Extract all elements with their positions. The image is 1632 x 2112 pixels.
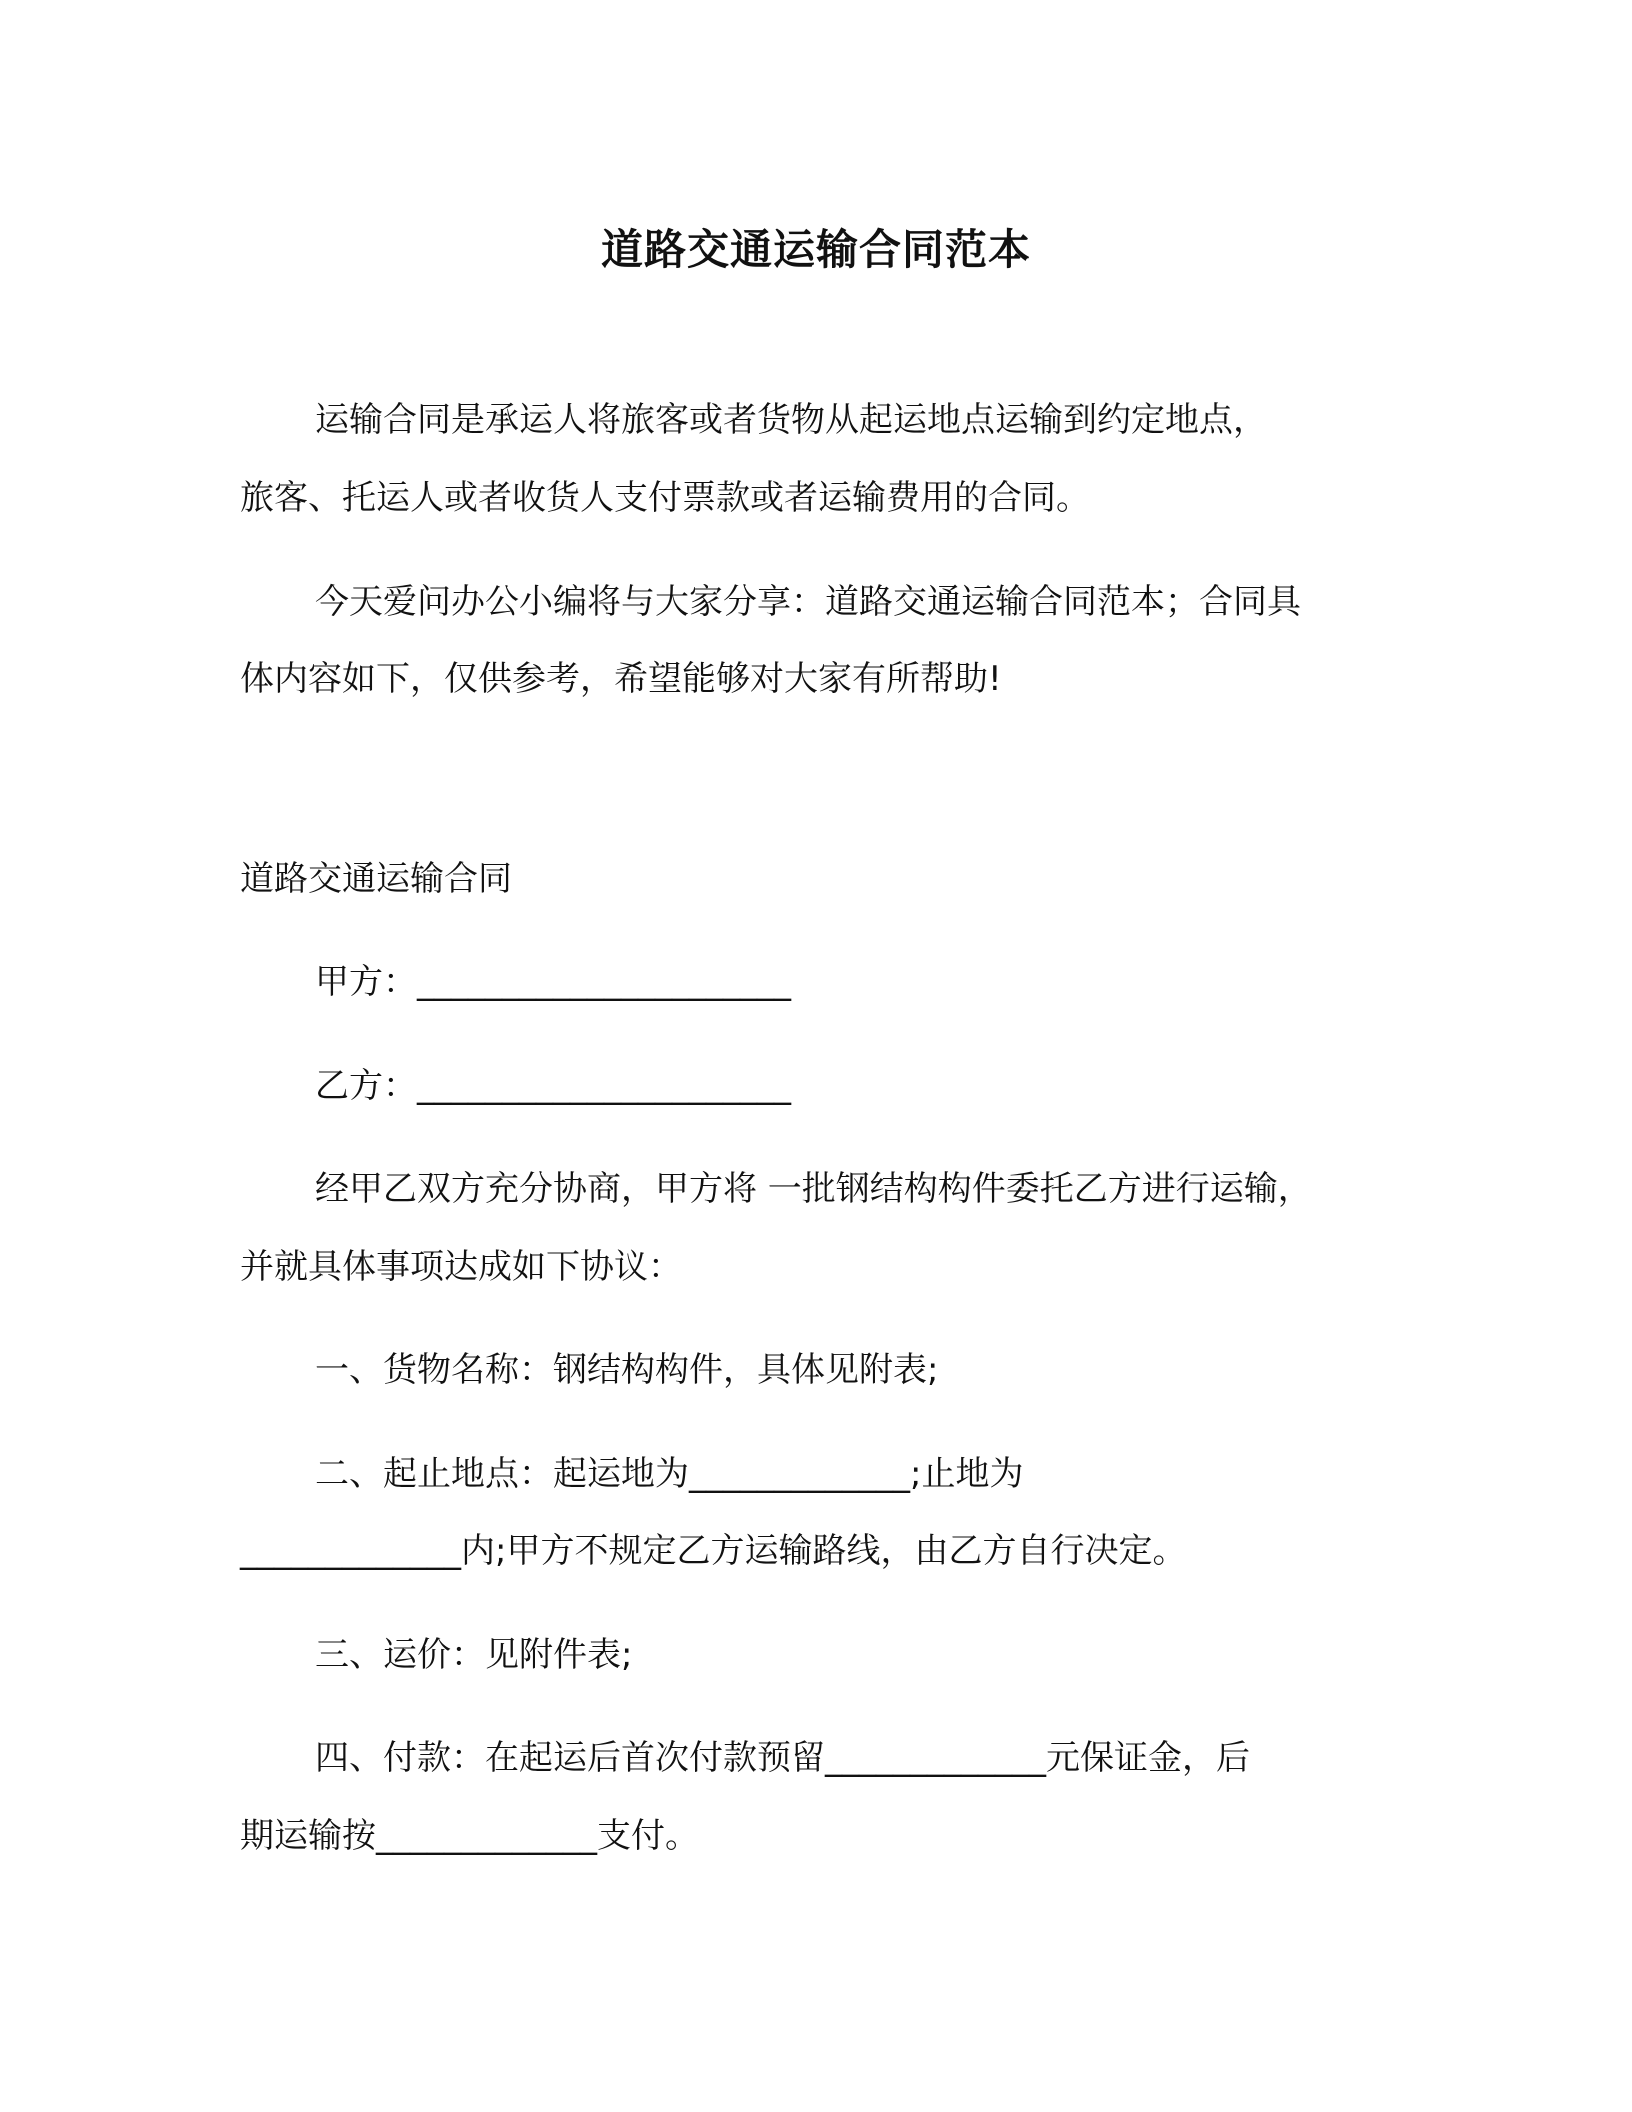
clause-3-freight: 三、运价：见附件表; (315, 1635, 633, 1675)
preamble-line-1: 经甲乙双方充分协商，甲方将 一批钢结构构件委托乙方进行运输， (315, 1169, 1312, 1209)
preamble-line-2: 并就具体事项达成如下协议： (240, 1247, 682, 1287)
party-b-line: 乙方：______________________ (315, 1066, 791, 1106)
intro-paragraph-1-line-2: 旅客、托运人或者收货人支付票款或者运输费用的合同。 (240, 478, 1090, 518)
intro-paragraph-1-line-1: 运输合同是承运人将旅客或者货物从起运地点运输到约定地点， (315, 400, 1267, 440)
clause-1-goods-name: 一、货物名称：钢结构构件，具体见附表; (315, 1350, 939, 1390)
contract-heading: 道路交通运输合同 (240, 859, 512, 899)
intro-paragraph-2-line-1: 今天爱问办公小编将与大家分享：道路交通运输合同范本；合同具 (315, 582, 1301, 622)
clause-4-line-2: 期运输按_____________支付。 (240, 1816, 699, 1856)
clause-2-line-1: 二、起止地点：起运地为_____________;止地为 (315, 1454, 1024, 1494)
document-title: 道路交通运输合同范本 (600, 225, 1031, 274)
clause-2-line-2: _____________内;甲方不规定乙方运输路线，由乙方自行决定。 (240, 1531, 1187, 1571)
intro-paragraph-2-line-2: 体内容如下，仅供参考，希望能够对大家有所帮助! (240, 659, 1002, 699)
clause-4-line-1: 四、付款：在起运后首次付款预留_____________元保证金，后 (315, 1738, 1250, 1778)
party-a-line: 甲方：______________________ (315, 962, 791, 1002)
